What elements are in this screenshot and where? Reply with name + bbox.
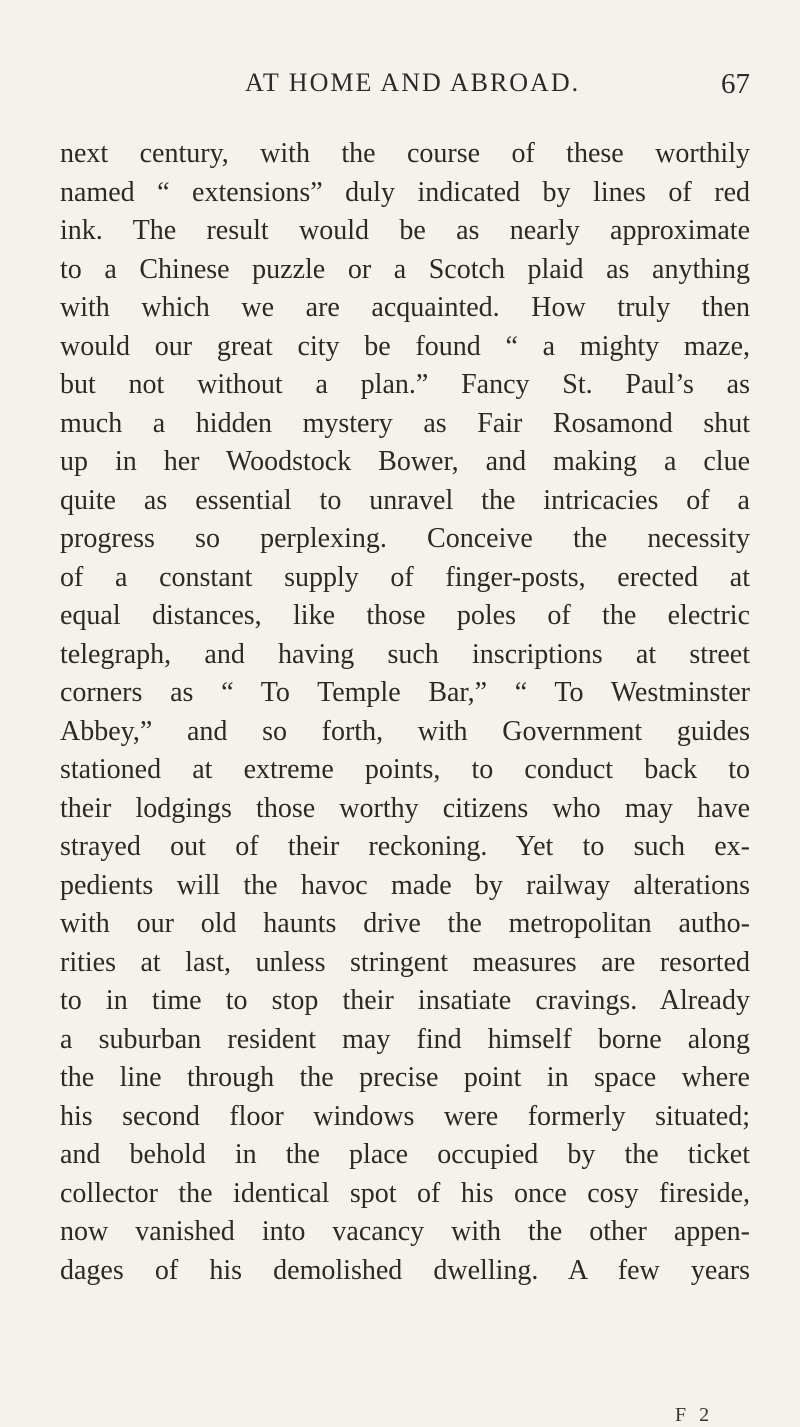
text-line: collector the identical spot of his once cosy fireside, (60, 1177, 750, 1209)
text-line: and behold in the place occupied by the ticket (60, 1139, 750, 1170)
text-line: the line through the precise point in space where (60, 1062, 750, 1093)
text-line: dages of his demolished dwelling. A few years (60, 1254, 750, 1286)
text-line: rities at last, unless stringent measures are resorted (60, 946, 750, 978)
text-line: with which we are acquainted. How truly then (60, 292, 750, 323)
text-line: next century, with the course of these worthily (60, 138, 750, 169)
text-line: now vanished into vacancy with the other appen- (60, 1216, 750, 1247)
text-line: strayed out of their reckoning. Yet to such ex- (60, 831, 750, 862)
text-line: his second floor windows were formerly situated; (60, 1100, 750, 1132)
text-line: progress so perplexing. Conceive the necessity (60, 523, 750, 554)
text-line: their lodgings those worthy citizens who may have (60, 792, 750, 824)
text-line: to a Chinese puzzle or a Scotch plaid as anything (60, 253, 750, 285)
text-line: quite as essential to unravel the intricacies of a (60, 484, 750, 516)
text-line: named “ extensions” duly indicated by lines of red (60, 176, 750, 208)
text-line: ink. The result would be as nearly approximate (60, 215, 750, 246)
text-line: Abbey,” and so forth, with Government guides (60, 715, 750, 747)
text-line: would our great city be found “ a mighty maze, (60, 330, 750, 362)
text-line: to in time to stop their insatiate cravings. Already (60, 985, 750, 1016)
text-line: a suburban resident may find himself borne along (60, 1023, 750, 1055)
text-line: equal distances, like those poles of the electric (60, 600, 750, 631)
text-line: pedients will the havoc made by railway alterations (60, 869, 750, 901)
running-head (110, 68, 750, 108)
text-line: corners as “ To Temple Bar,” “ To Westminster (60, 677, 750, 708)
signature-mark: F 2 (675, 1404, 714, 1426)
body-text (60, 135, 750, 1290)
text-line: telegraph, and having such inscriptions at street (60, 638, 750, 670)
text-line: with our old haunts drive the metropolitan autho- (60, 908, 750, 939)
text-line: of a constant supply of finger-posts, erected at (60, 561, 750, 593)
text-line: much a hidden mystery as Fair Rosamond shut (60, 407, 750, 439)
text-line: stationed at extreme points, to conduct back to (60, 754, 750, 785)
text-line: but not without a plan.” Fancy St. Paul’s as (60, 369, 750, 400)
text-line: up in her Woodstock Bower, and making a clue (60, 446, 750, 477)
running-head-title: AT HOME AND ABROAD. (245, 68, 581, 97)
page-number: 67 (721, 68, 750, 100)
